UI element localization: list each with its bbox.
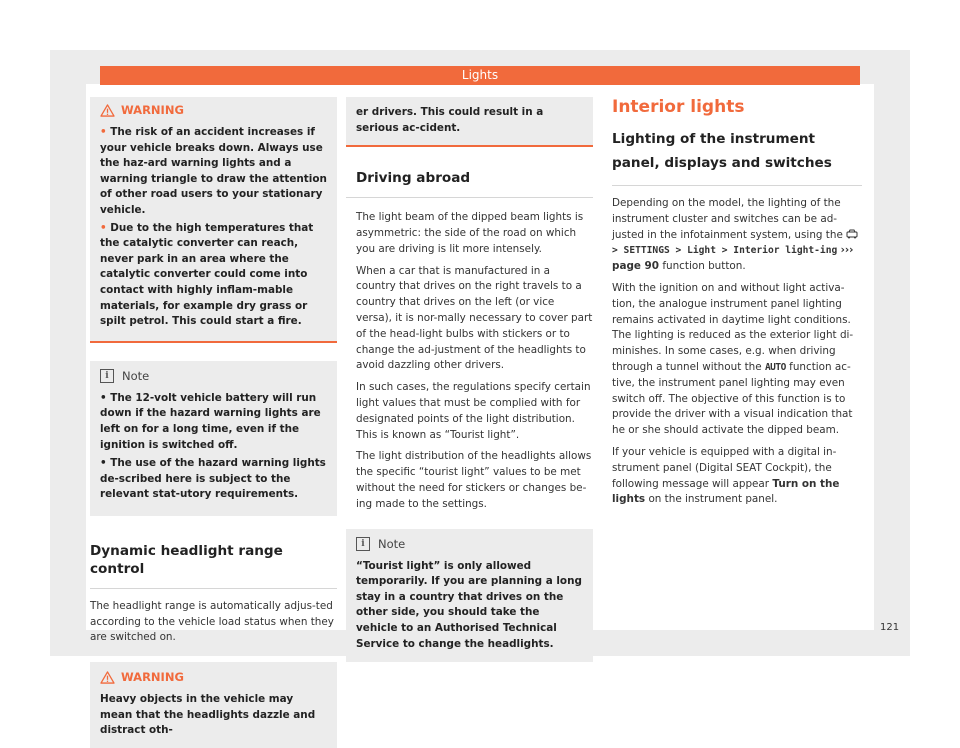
warning-triangle-icon [100,104,115,117]
info-note-icon: i [100,369,114,383]
page-reference: ››› page 90 [612,244,854,273]
note-bullet: • The 12-volt vehicle battery will run down if the hazard warning lights are left on for a long time, even if the ignition is switched off. [100,391,321,451]
body-paragraph: Depending on the model, the lighting of the instrument cluster and switches can be ad-justed in the infotainment system, using the > SETTINGS > Light > Interior light-ing ››› page 90 function button. [612,196,862,275]
section-heading: Dynamic headlight range control [90,542,337,589]
auto-function-icon: AUTO [764,361,786,373]
section-title: Interior lights [612,97,745,117]
body-paragraph: The light beam of the dipped beam lights is asymmetric: the side of the road on which you are driving is lit more intensely. [356,211,584,255]
note-box [346,529,593,663]
chapter-header: Lights [100,66,860,85]
body-paragraph: With the ignition on and without light activa-tion, the analogue instrument panel lighting remains activated in daytime light conditions. The lighting is reduced as the exterior light di-minishes. In some cases, e.g. when driving through a tunnel without the AUTO function ac-tive, the instrument panel lighting may even switch off. The objective of this function is to provide the driver with a visual indication that he or she should activate the dipped beam. [612,281,854,437]
warning-bullet: • Due to the high temperatures that the catalytic converter can reach, never park in an area where the catalytic converter could come into contact with highly inflam-mable materials, for example dry grass or spilt petrol. This could start a fire. [100,221,314,328]
warning-box [90,97,337,343]
body-paragraph: The light distribution of the headlights allows the specific “tourist light” values to be met without the need for stickers or changes be-ing made to the settings. [356,450,592,510]
section-subtitle: Lighting of the instrument panel, displays and switches [612,127,862,186]
body-paragraph: The headlight range is automatically adjus-ted according to the vehicle load status when they are switched on. [90,599,334,644]
note-header [356,537,583,551]
warning-header [100,103,327,117]
info-note-icon: i [356,537,370,551]
column-right [612,97,862,514]
warning-text: Heavy objects in the vehicle may mean that the headlights dazzle and distract oth- [100,693,316,737]
warning-label: WARNING [121,670,184,685]
warning-label: WARNING [121,103,184,117]
column-middle [346,97,593,662]
note-label: Note [122,368,150,383]
warning-triangle-icon [100,671,115,684]
section-heading: Driving abroad [346,169,593,198]
note-label: Note [378,536,406,551]
note-bullet: • The use of the hazard warning lights de-scribed here is subject to the relevant stat-utory requirements. [100,457,326,501]
menu-path: > SETTINGS > Light > Interior light-ing [612,245,838,257]
body-paragraph: If your vehicle is equipped with a digital in-strument panel (Digital SEAT Cockpit), the following message will appear Turn on the lights on the instrument panel. [612,445,840,506]
column-left [90,97,337,748]
note-text: “Tourist light” is only allowed temporarily. If you are planning a long stay in a country that drives on the other side, you should take the vehicle to an Authorised Technical Service to change the headlights. [356,559,582,650]
body-paragraph: In such cases, the regulations specify certain light values that must be complied with for designated points of the light distribution. This is known as “Tourist light”. [356,381,591,441]
warning-header [100,670,327,684]
note-header [100,369,327,383]
warning-text: er drivers. This could result in a serious ac-cident. [356,106,544,134]
page-number: 121 [880,622,900,633]
note-box [90,361,337,516]
warning-box [90,662,337,748]
body-paragraph: When a car that is manufactured in a country that drives on the right travels to a country that drives on the left (or vice versa), it is nor-mally necessary to cover part of the head-light bulbs with stickers or to change the ad-justment of the headlights to avoid dazzling other drivers. [356,264,593,372]
warning-box-continued [346,97,593,147]
instrument-message: Turn on the lights [612,477,840,506]
warning-bullet: • The risk of an accident increases if your vehicle breaks down. Always use the haz-ard warning lights and a warning triangle to draw the attention of other road users to your stationary vehicle. [100,126,327,216]
car-settings-icon [846,229,858,239]
